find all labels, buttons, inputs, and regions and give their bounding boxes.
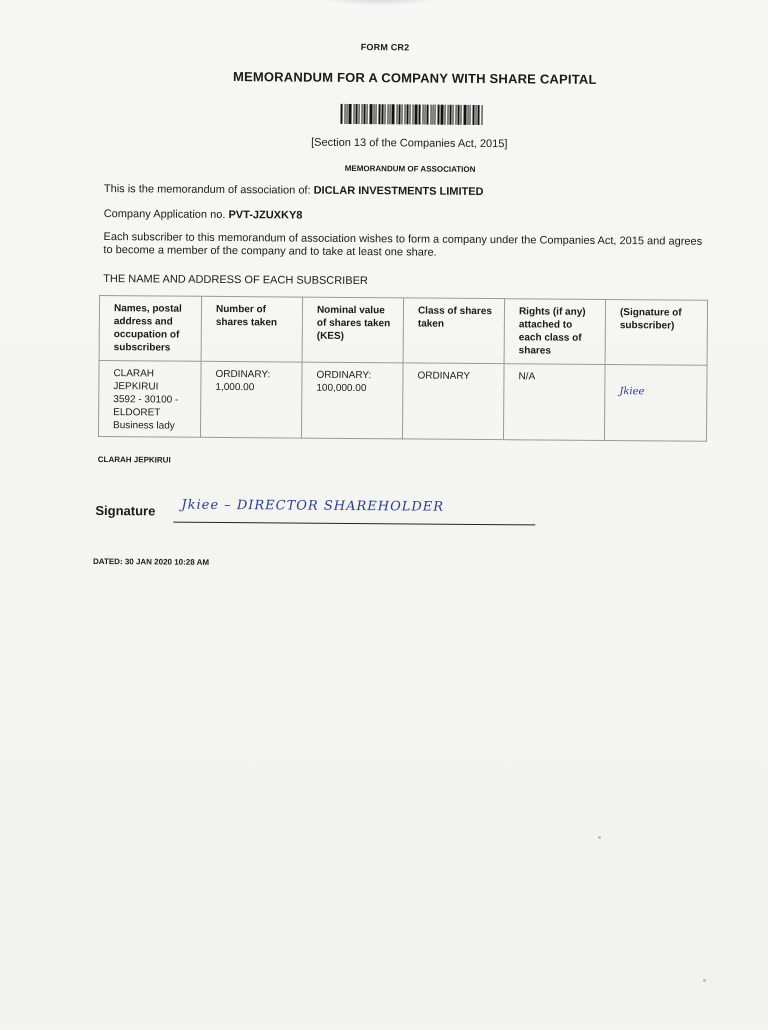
barcode-bar xyxy=(396,104,397,124)
form-code: FORM CR2 xyxy=(360,42,410,53)
barcode xyxy=(340,104,484,125)
document-title: MEMORANDUM FOR A COMPANY WITH SHARE CAPITAL xyxy=(232,69,597,87)
scan-speck xyxy=(598,836,601,839)
barcode-bar xyxy=(378,104,380,124)
company-name: DICLAR INVESTMENTS LIMITED xyxy=(313,184,484,199)
barcode-bar xyxy=(440,105,443,125)
barcode-bar xyxy=(430,105,431,125)
barcode-bar xyxy=(409,104,410,124)
barcode-bar xyxy=(404,104,405,124)
barcode-bar xyxy=(406,104,408,124)
barcode-bar xyxy=(366,104,367,124)
barcode-bar xyxy=(460,105,461,125)
subscriber-name-line: CLARAH xyxy=(113,368,155,380)
signature-label: Signature xyxy=(95,502,156,519)
handwritten-signature: Jkiee – DIRECTOR SHAREHOLDER xyxy=(181,497,445,515)
subscribers-table-wrap xyxy=(98,295,708,442)
barcode-bar xyxy=(375,104,376,124)
barcode-bar xyxy=(447,105,448,125)
intent-paragraph: Each subscriber to this memorandum of association wishes to form a company under the Companies Act, 2015 and agrees to become a member of the company and to take at least one share. xyxy=(103,231,703,259)
table-heading: THE NAME AND ADDRESS OF EACH SUBSCRIBER xyxy=(103,273,368,288)
nominal-class-label: ORDINARY: xyxy=(316,369,372,382)
barcode-bar xyxy=(363,104,365,124)
signature-line xyxy=(173,522,535,526)
barcode-bar xyxy=(384,104,385,124)
barcode-bar xyxy=(426,105,428,125)
barcode-bar xyxy=(373,104,374,124)
subscriber-address-line: 3592 - 30100 - xyxy=(113,394,179,406)
shares-count: 1,000.00 xyxy=(215,381,255,394)
application-line xyxy=(104,208,303,222)
header-signature: (Signature of subscriber) xyxy=(605,299,708,365)
subscriber-occupation-line: Business lady xyxy=(113,420,175,432)
header-names: Names, postal address and occupation of subscribers xyxy=(99,296,202,362)
shares-class-label: ORDINARY: xyxy=(215,368,271,381)
nominal-amount: 100,000.00 xyxy=(316,382,367,395)
cell-class: ORDINARY xyxy=(402,363,504,440)
barcode-bar xyxy=(401,104,402,124)
barcode-bar xyxy=(369,104,372,124)
application-number: PVT-JZUXKY8 xyxy=(228,209,303,222)
section-reference: [Section 13 of the Companies Act, 2015] xyxy=(311,136,508,151)
cell-shares-taken xyxy=(200,361,302,438)
scan-speck xyxy=(703,979,706,982)
table-row xyxy=(98,360,707,441)
barcode-bar xyxy=(381,104,383,124)
barcode-bar xyxy=(361,104,362,124)
barcode-bar xyxy=(455,105,456,125)
barcode-bar xyxy=(457,105,459,125)
header-class: Class of shares taken xyxy=(403,298,505,364)
header-rights: Rights (if any) attached to each class of shares xyxy=(504,299,606,365)
barcode-bar xyxy=(340,104,342,124)
table-header-row xyxy=(99,296,707,366)
barcode-bar xyxy=(472,105,474,125)
barcode-bar xyxy=(344,104,345,124)
cell-subscriber-signature xyxy=(604,364,707,441)
association-prefix: This is the memorandum of association of: xyxy=(103,183,311,197)
subscribers-table xyxy=(98,295,708,442)
subscriber-name-line: JEPKIRUI xyxy=(113,381,159,393)
barcode-bar xyxy=(389,104,390,124)
dated-stamp: DATED: 30 JAN 2020 10:28 AM xyxy=(92,556,210,567)
barcode-bar xyxy=(467,105,468,125)
barcode-bar xyxy=(418,104,420,124)
signature-block xyxy=(95,497,535,529)
barcode-bar xyxy=(424,105,425,125)
barcode-bar xyxy=(469,105,470,125)
application-prefix: Company Application no. xyxy=(103,208,226,221)
barcode-bar xyxy=(358,104,359,124)
barcode-bar xyxy=(422,105,423,125)
barcode-bar xyxy=(463,105,466,125)
barcode-bar xyxy=(353,104,354,124)
barcode-bar xyxy=(391,104,394,124)
barcode-bar xyxy=(437,105,439,125)
header-number-of-shares: Number of shares taken xyxy=(201,296,303,362)
barcode-bar xyxy=(452,105,453,125)
barcode-bar xyxy=(449,105,451,125)
cell-nominal-value xyxy=(301,362,403,439)
association-line xyxy=(104,183,484,198)
subscriber-name-caption: CLARAH JEPKIRUI xyxy=(97,454,171,465)
cell-subscriber-details xyxy=(98,360,201,437)
barcode-bar xyxy=(355,104,357,124)
barcode-bar xyxy=(434,105,435,125)
barcode-bar xyxy=(348,104,351,124)
barcode-bar xyxy=(444,105,445,125)
barcode-bar xyxy=(477,105,479,125)
barcode-bar xyxy=(346,104,347,124)
subscriber-town-line: ELDORET xyxy=(113,407,161,419)
barcode-bar xyxy=(475,105,476,125)
document-subtitle: MEMORANDUM OF ASSOCIATION xyxy=(344,163,476,174)
barcode-bar xyxy=(387,104,388,124)
barcode-bar xyxy=(398,104,400,124)
barcode-bar xyxy=(414,104,417,124)
subscriber-signature: Jkiee xyxy=(619,386,645,398)
header-nominal-value: Nominal value of shares taken (KES) xyxy=(302,297,404,363)
barcode-bar xyxy=(432,105,433,125)
cell-rights: N/A xyxy=(503,364,605,441)
barcode-bar xyxy=(412,104,413,124)
barcode-bar xyxy=(481,105,482,125)
